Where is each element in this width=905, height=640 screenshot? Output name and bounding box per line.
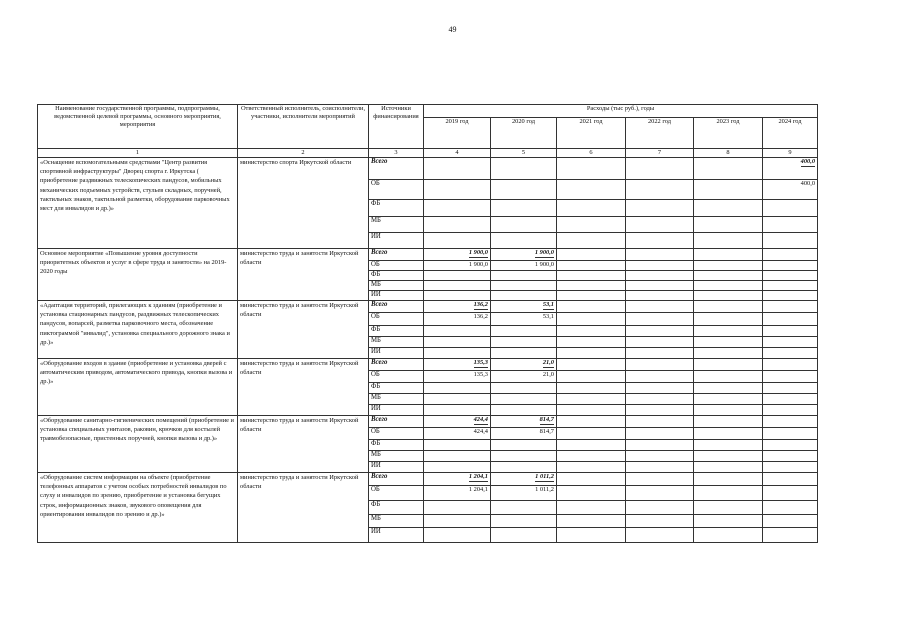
value-text: 1 011,2 xyxy=(535,473,554,480)
value-cell xyxy=(763,180,818,200)
value-cell xyxy=(763,416,818,428)
value-cell xyxy=(763,200,818,217)
value-cell xyxy=(557,249,626,261)
value-cell xyxy=(763,249,818,261)
source-label: МБ xyxy=(369,451,424,462)
value-text: 53,1 xyxy=(542,313,554,320)
value-cell xyxy=(424,233,491,249)
value-text: 814,7 xyxy=(539,428,554,435)
value-cell xyxy=(424,359,491,371)
value-text: 1 900,0 xyxy=(534,261,554,268)
value-cell xyxy=(557,180,626,200)
value-cell xyxy=(424,462,491,473)
value-cell xyxy=(763,261,818,271)
source-label: МБ xyxy=(369,281,424,291)
value-cell xyxy=(424,326,491,337)
column-number: 8 xyxy=(694,149,763,158)
source-label: МБ xyxy=(369,394,424,405)
value-cell xyxy=(763,301,818,313)
value-cell xyxy=(763,528,818,543)
measure-executor: министерство труда и занятости Иркутской области xyxy=(238,359,369,416)
value-cell xyxy=(694,313,763,326)
value-cell xyxy=(557,405,626,416)
value-cell xyxy=(424,337,491,348)
value-cell xyxy=(694,359,763,371)
value-cell xyxy=(763,326,818,337)
table-body xyxy=(38,158,818,543)
value-cell xyxy=(491,440,557,451)
value-text: 21,0 xyxy=(542,371,554,378)
value-cell xyxy=(557,462,626,473)
value-cell xyxy=(626,383,694,394)
value-cell xyxy=(626,501,694,515)
value-cell xyxy=(626,158,694,180)
value-cell xyxy=(424,291,491,301)
value-cell xyxy=(694,383,763,394)
value-cell xyxy=(491,233,557,249)
value-cell xyxy=(763,359,818,371)
value-cell xyxy=(424,440,491,451)
value-cell xyxy=(557,416,626,428)
source-label: Всего xyxy=(369,158,424,180)
value-cell xyxy=(424,428,491,440)
value-cell xyxy=(763,383,818,394)
value-cell xyxy=(557,528,626,543)
value-cell xyxy=(557,348,626,359)
value-cell xyxy=(626,528,694,543)
value-cell xyxy=(424,301,491,313)
value-text: 135,3 xyxy=(473,359,488,366)
value-cell xyxy=(424,451,491,462)
value-text: 21,0 xyxy=(542,359,554,366)
value-cell xyxy=(557,371,626,383)
budget-table xyxy=(37,104,818,543)
value-cell xyxy=(557,233,626,249)
column-number: 9 xyxy=(763,149,818,158)
source-label: ФБ xyxy=(369,200,424,217)
value-text: 1 900,0 xyxy=(468,249,488,256)
column-number: 3 xyxy=(369,149,424,158)
value-cell xyxy=(763,371,818,383)
value-cell xyxy=(557,271,626,281)
value-cell xyxy=(763,451,818,462)
value-cell xyxy=(424,473,491,486)
value-cell xyxy=(626,515,694,528)
measure-name: «Адаптация территорий, прилегающих к зданиям (приобретение и установка стационарных пандусов, раздвижных телескопических пандусов, вопарсей, разметка парковочного места, обозначение пиктограммой "инвалид", установка специального дорожного знака и др.)» xyxy=(38,301,238,359)
value-cell xyxy=(763,486,818,501)
value-cell xyxy=(557,428,626,440)
value-text: 1 900,0 xyxy=(534,249,554,256)
value-cell xyxy=(694,371,763,383)
table-row xyxy=(38,416,818,428)
value-cell xyxy=(491,359,557,371)
value-cell xyxy=(491,451,557,462)
value-cell xyxy=(424,313,491,326)
value-cell xyxy=(424,217,491,233)
value-cell xyxy=(626,261,694,271)
value-cell xyxy=(491,462,557,473)
column-number: 2 xyxy=(238,149,369,158)
source-label: Всего xyxy=(369,301,424,313)
value-cell xyxy=(626,451,694,462)
value-cell xyxy=(626,428,694,440)
value-cell xyxy=(424,394,491,405)
value-cell xyxy=(424,271,491,281)
value-text: 814,7 xyxy=(539,416,554,423)
measure-executor: министерство труда и занятости Иркутской области xyxy=(238,301,369,359)
value-cell xyxy=(626,462,694,473)
value-text: 1 011,2 xyxy=(535,486,554,493)
value-cell xyxy=(763,348,818,359)
measure-executor: министерство труда и занятости Иркутской области xyxy=(238,249,369,301)
value-cell xyxy=(424,528,491,543)
value-cell xyxy=(694,515,763,528)
value-cell xyxy=(557,337,626,348)
value-cell xyxy=(694,501,763,515)
value-cell xyxy=(694,261,763,271)
value-cell xyxy=(557,501,626,515)
value-cell xyxy=(557,217,626,233)
value-text: 400,0 xyxy=(800,158,816,165)
value-cell xyxy=(626,291,694,301)
value-cell xyxy=(694,291,763,301)
value-cell xyxy=(763,394,818,405)
value-cell xyxy=(694,473,763,486)
value-cell xyxy=(763,217,818,233)
value-cell xyxy=(763,405,818,416)
value-cell xyxy=(626,348,694,359)
value-cell xyxy=(694,394,763,405)
page-number: 49 xyxy=(448,25,457,34)
measure-executor: министерство труда и занятости Иркутской области xyxy=(238,473,369,543)
value-cell xyxy=(763,473,818,486)
value-cell xyxy=(557,440,626,451)
measure-executor: министерство труда и занятости Иркутской области xyxy=(238,416,369,473)
source-label: ОБ xyxy=(369,486,424,501)
value-cell xyxy=(626,217,694,233)
source-label: МБ xyxy=(369,217,424,233)
value-cell xyxy=(626,416,694,428)
value-cell xyxy=(626,440,694,451)
value-cell xyxy=(626,180,694,200)
value-cell xyxy=(424,515,491,528)
column-number: 7 xyxy=(626,149,694,158)
header-name: Наименование государственной программы, подпрограммы, ведомственной целевой программы, основного мероприятия, мероприятия xyxy=(38,105,238,149)
value-cell xyxy=(626,271,694,281)
value-cell xyxy=(763,337,818,348)
value-cell xyxy=(424,405,491,416)
value-cell xyxy=(694,233,763,249)
value-cell xyxy=(626,200,694,217)
value-cell xyxy=(694,416,763,428)
value-cell xyxy=(491,313,557,326)
value-cell xyxy=(424,180,491,200)
value-cell xyxy=(491,326,557,337)
value-cell xyxy=(626,233,694,249)
value-cell xyxy=(626,486,694,501)
value-cell xyxy=(694,249,763,261)
measure-name: «Оснащение вспомогательными средствами "Центр развития спортивной инфраструктуры" Дворец спорта г. Иркутска ( приобретение раздвижных телескопических пандусов, мобильных механических подъемных устройств, стульев складных, поручней, тактильных знаков, тактильной разметки, оборудование парковочных мест для инвалидов и др.)» xyxy=(38,158,238,249)
column-number: 1 xyxy=(38,149,238,158)
value-cell xyxy=(491,301,557,313)
value-cell xyxy=(626,359,694,371)
header-source: Источники финансирования xyxy=(369,105,424,149)
value-cell xyxy=(491,271,557,281)
value-cell xyxy=(491,291,557,301)
source-label: Всего xyxy=(369,473,424,486)
source-label: МБ xyxy=(369,337,424,348)
value-cell xyxy=(424,158,491,180)
value-cell xyxy=(763,313,818,326)
value-text: 135,3 xyxy=(473,371,488,378)
source-label: ИИ xyxy=(369,233,424,249)
value-cell xyxy=(491,158,557,180)
source-label: ИИ xyxy=(369,348,424,359)
value-text: 53,1 xyxy=(542,301,554,308)
table-row xyxy=(38,301,818,313)
value-cell xyxy=(694,301,763,313)
value-cell xyxy=(626,313,694,326)
value-cell xyxy=(424,501,491,515)
value-cell xyxy=(491,371,557,383)
value-cell xyxy=(694,326,763,337)
value-cell xyxy=(491,394,557,405)
value-cell xyxy=(557,313,626,326)
value-cell xyxy=(694,217,763,233)
value-cell xyxy=(557,383,626,394)
value-cell xyxy=(424,348,491,359)
value-cell xyxy=(763,158,818,180)
source-label: ФБ xyxy=(369,271,424,281)
value-cell xyxy=(626,326,694,337)
value-cell xyxy=(491,486,557,501)
value-cell xyxy=(694,405,763,416)
value-cell xyxy=(694,281,763,291)
value-cell xyxy=(694,462,763,473)
source-label: Всего xyxy=(369,249,424,261)
header-year: 2023 год xyxy=(694,118,763,149)
value-cell xyxy=(763,428,818,440)
column-number: 4 xyxy=(424,149,491,158)
source-label: ОБ xyxy=(369,261,424,271)
header-year: 2020 год xyxy=(491,118,557,149)
value-cell xyxy=(557,158,626,180)
value-cell xyxy=(491,515,557,528)
table-row xyxy=(38,359,818,371)
value-cell xyxy=(424,281,491,291)
value-cell xyxy=(424,383,491,394)
value-cell xyxy=(491,261,557,271)
value-cell xyxy=(557,200,626,217)
value-cell xyxy=(694,158,763,180)
value-cell xyxy=(491,383,557,394)
value-text: 1 204,1 xyxy=(468,486,488,493)
table-row xyxy=(38,249,818,261)
measure-executor: министерство спорта Иркутской области xyxy=(238,158,369,249)
value-cell xyxy=(424,249,491,261)
source-label: Всего xyxy=(369,359,424,371)
value-cell xyxy=(491,405,557,416)
value-cell xyxy=(557,515,626,528)
value-cell xyxy=(557,326,626,337)
value-cell xyxy=(694,337,763,348)
value-cell xyxy=(557,261,626,271)
value-cell xyxy=(557,281,626,291)
value-cell xyxy=(626,337,694,348)
source-label: ФБ xyxy=(369,440,424,451)
value-cell xyxy=(763,440,818,451)
value-text: 136,2 xyxy=(473,313,488,320)
source-label: ОБ xyxy=(369,371,424,383)
measure-name: Основное мероприятие «Повышение уровня доступности приоритетных объектов и услуг в сфере труда и занятости» на 2019-2020 годы xyxy=(38,249,238,301)
value-text: 400,0 xyxy=(800,180,816,187)
source-label: ИИ xyxy=(369,405,424,416)
value-cell xyxy=(491,281,557,291)
value-text: 1 204,1 xyxy=(468,473,488,480)
value-cell xyxy=(626,473,694,486)
measure-name: «Оборудование входов в здание (приобретение и установка дверей с автоматическим приводом, автоматического привода, кнопки вызова и др.)» xyxy=(38,359,238,416)
source-label: ИИ xyxy=(369,291,424,301)
measure-name: «Оборудование систем информации на объекте (приобретение телефонных аппаратов с учетом особых потребностей инвалидов по слуху и инвалидов по зрению, приобретение и установка бегущих строк, информационных знаков, звукового оповещения для ориентирования инвалидов по зрению и др.)» xyxy=(38,473,238,543)
value-cell xyxy=(763,515,818,528)
header-year: 2022 год xyxy=(626,118,694,149)
source-label: ОБ xyxy=(369,180,424,200)
value-cell xyxy=(763,281,818,291)
value-cell xyxy=(491,528,557,543)
value-cell xyxy=(557,473,626,486)
value-cell xyxy=(626,301,694,313)
value-cell xyxy=(694,271,763,281)
table-row xyxy=(38,158,818,180)
value-cell xyxy=(694,451,763,462)
value-cell xyxy=(694,348,763,359)
value-cell xyxy=(491,348,557,359)
value-cell xyxy=(763,462,818,473)
value-cell xyxy=(557,451,626,462)
measure-name: «Оборудование санитарно-гигиенических помещений (приобретение и установка специальных унитазов, раковин, крючков для костылей травмобезопасные, пристенных поручней, кнопки вызова и др.)» xyxy=(38,416,238,473)
value-cell xyxy=(557,359,626,371)
value-cell xyxy=(557,486,626,501)
table-row xyxy=(38,473,818,486)
value-cell xyxy=(763,233,818,249)
value-cell xyxy=(763,501,818,515)
source-label: ФБ xyxy=(369,383,424,394)
value-text: 1 900,0 xyxy=(468,261,488,268)
value-cell xyxy=(763,271,818,281)
value-cell xyxy=(626,371,694,383)
value-cell xyxy=(694,180,763,200)
source-label: МБ xyxy=(369,515,424,528)
value-cell xyxy=(626,394,694,405)
value-cell xyxy=(626,405,694,416)
value-cell xyxy=(424,261,491,271)
source-label: ИИ xyxy=(369,528,424,543)
column-number: 5 xyxy=(491,149,557,158)
value-cell xyxy=(626,249,694,261)
header-year: 2024 год xyxy=(763,118,818,149)
source-label: Всего xyxy=(369,416,424,428)
value-cell xyxy=(557,301,626,313)
value-cell xyxy=(424,486,491,501)
value-cell xyxy=(491,217,557,233)
value-cell xyxy=(694,200,763,217)
value-text: 424,4 xyxy=(473,428,488,435)
value-cell xyxy=(694,528,763,543)
value-text: 136,2 xyxy=(473,301,488,308)
header-executor: Ответственный исполнитель, соисполнители, участники, исполнители мероприятий xyxy=(238,105,369,149)
value-text: 424,4 xyxy=(473,416,488,423)
value-cell xyxy=(491,249,557,261)
value-cell xyxy=(491,337,557,348)
source-label: ФБ xyxy=(369,326,424,337)
value-cell xyxy=(491,180,557,200)
source-label: ФБ xyxy=(369,501,424,515)
value-cell xyxy=(626,281,694,291)
source-label: ОБ xyxy=(369,313,424,326)
value-cell xyxy=(694,428,763,440)
value-cell xyxy=(491,501,557,515)
value-cell xyxy=(557,291,626,301)
column-number: 6 xyxy=(557,149,626,158)
value-cell xyxy=(491,473,557,486)
value-cell xyxy=(424,200,491,217)
value-cell xyxy=(491,200,557,217)
value-cell xyxy=(424,371,491,383)
source-label: ОБ xyxy=(369,428,424,440)
value-cell xyxy=(424,416,491,428)
value-cell xyxy=(491,416,557,428)
value-cell xyxy=(763,291,818,301)
value-cell xyxy=(557,394,626,405)
value-cell xyxy=(491,428,557,440)
header-expenses: Расходы (тыс руб.), годы xyxy=(424,105,818,118)
value-cell xyxy=(694,486,763,501)
source-label: ИИ xyxy=(369,462,424,473)
header-year: 2019 год xyxy=(424,118,491,149)
header-year: 2021 год xyxy=(557,118,626,149)
value-cell xyxy=(694,440,763,451)
